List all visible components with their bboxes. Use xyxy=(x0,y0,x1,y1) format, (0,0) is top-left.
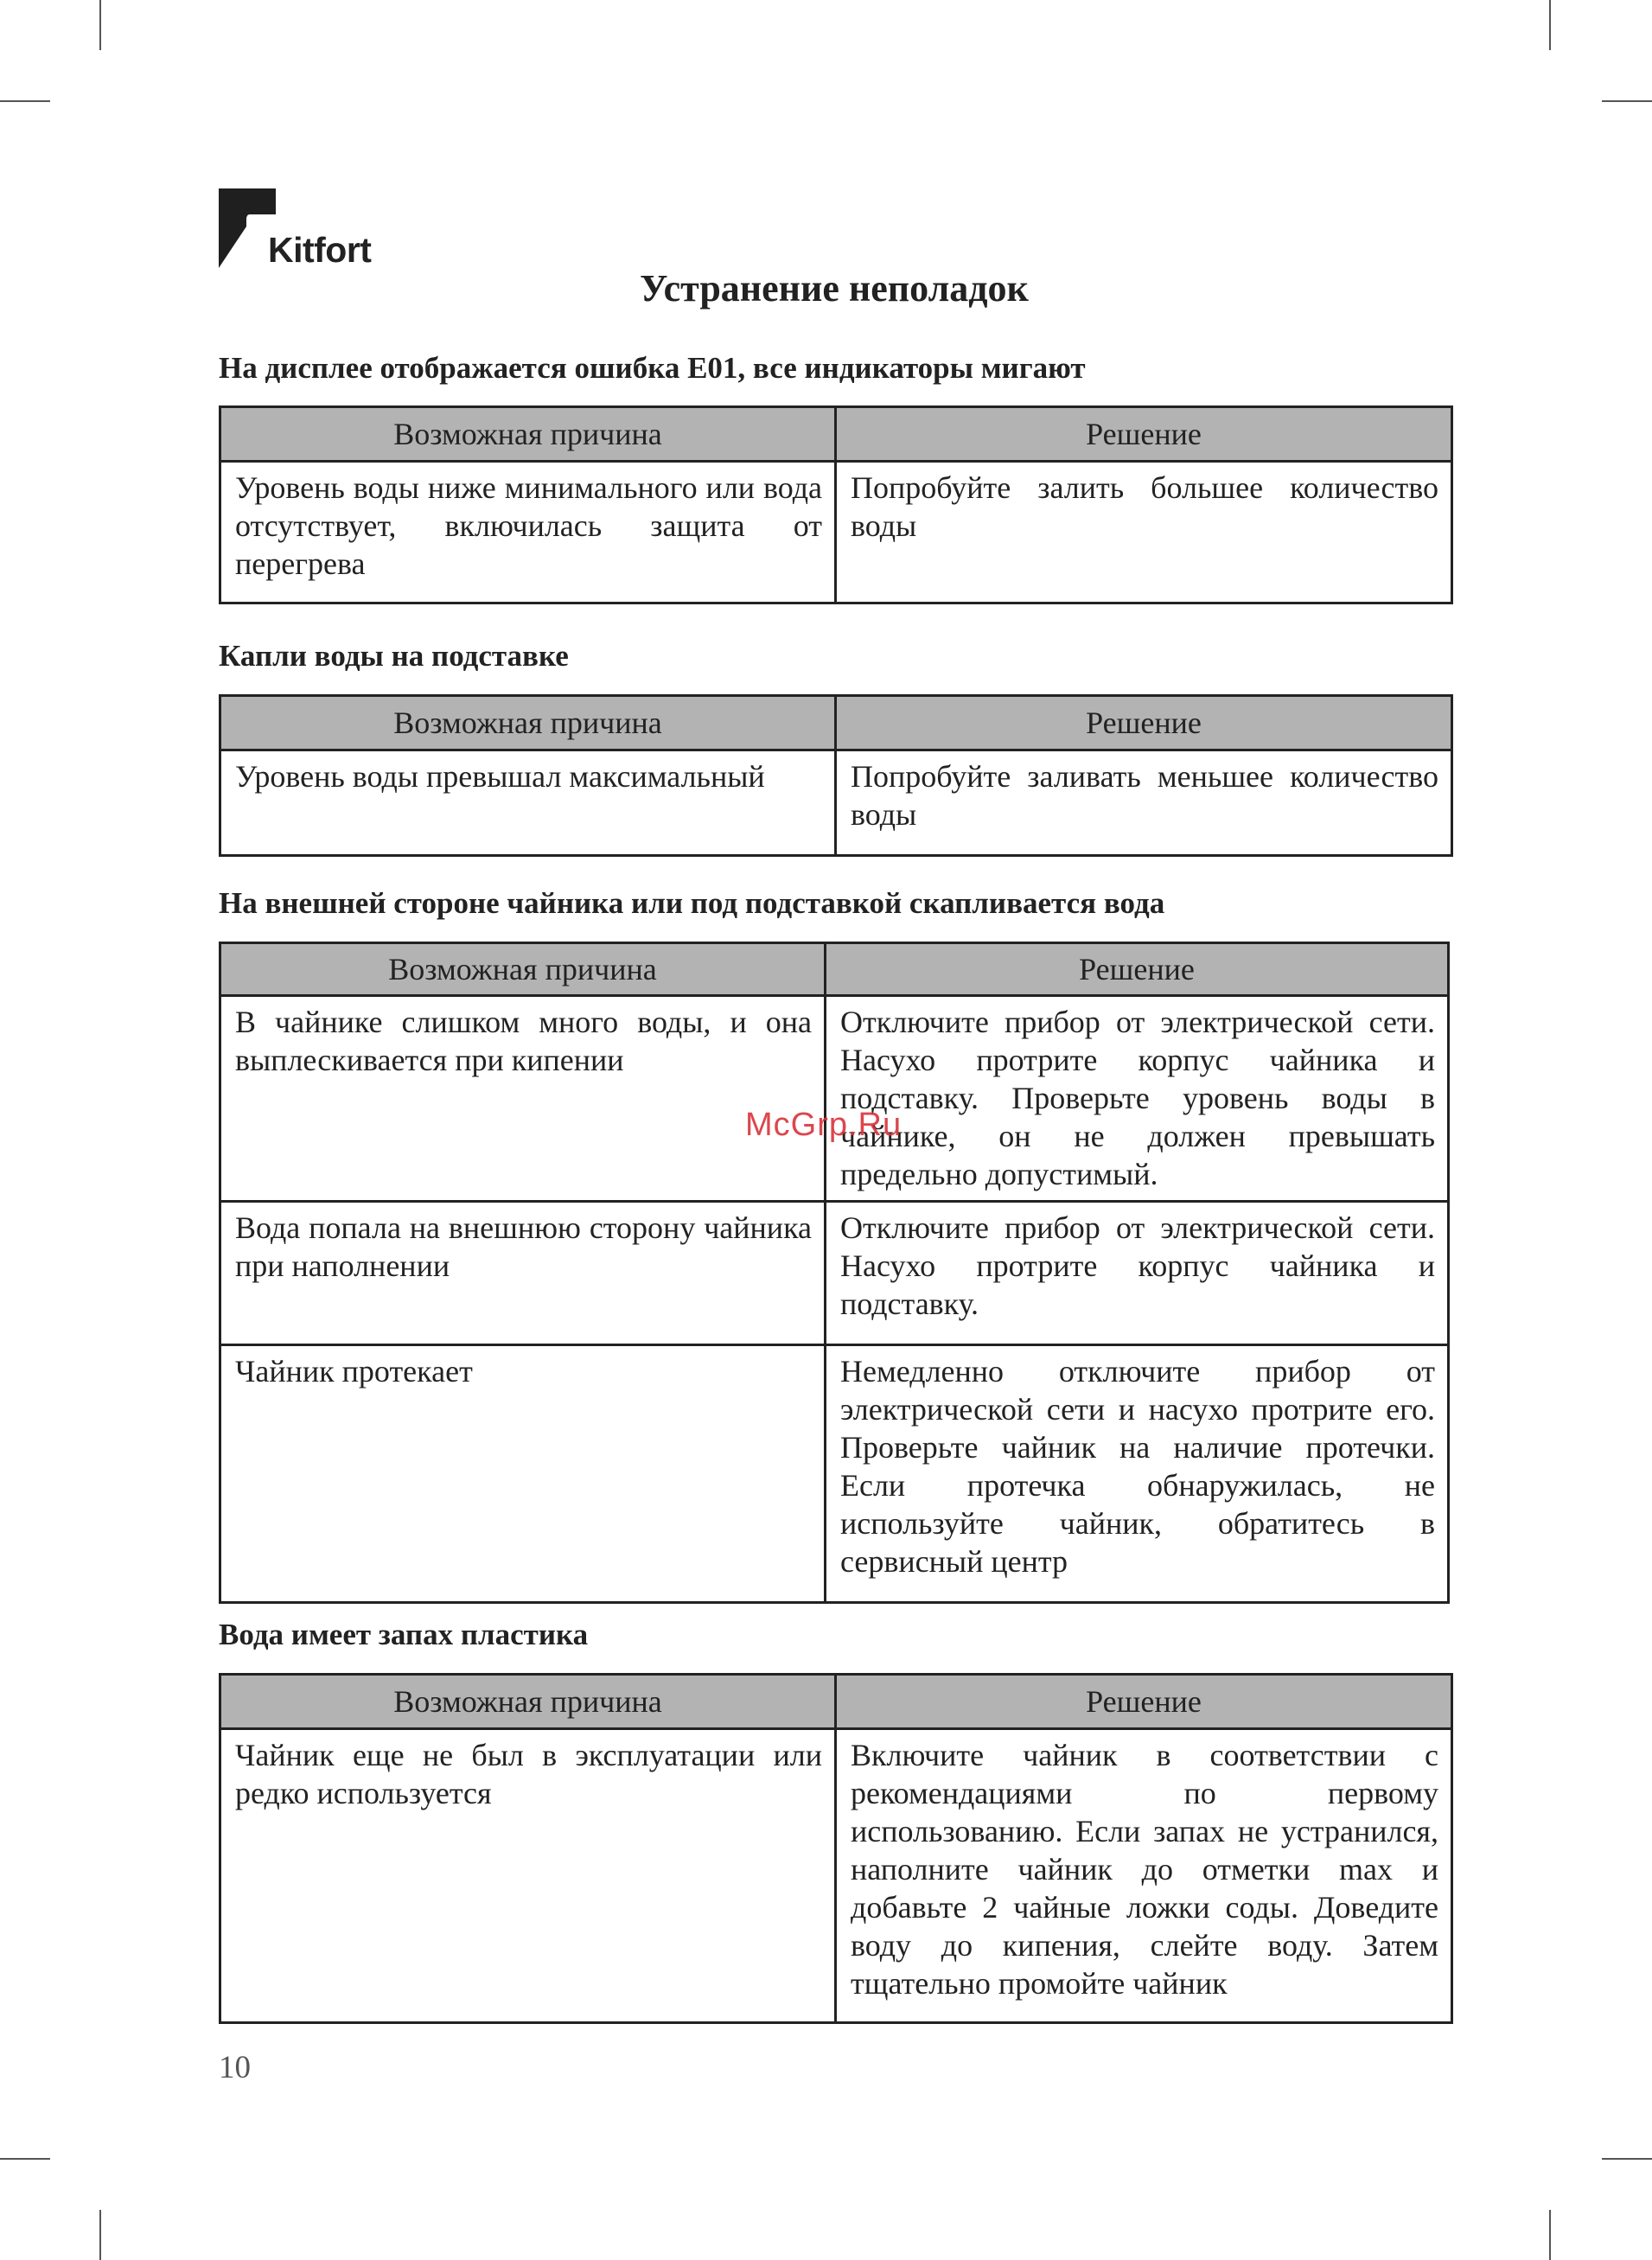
column-header-cause: Возможная причина xyxy=(220,407,836,462)
troubleshooting-table xyxy=(219,1673,1453,2024)
crop-mark xyxy=(1549,0,1551,50)
page-number: 10 xyxy=(219,2050,251,2085)
solution-cell: Отключите прибор от электрической сети. Насухо протрите корпус чайника и подставку. xyxy=(826,1202,1449,1345)
table-row xyxy=(220,462,1452,603)
column-header-solution: Решение xyxy=(826,943,1449,996)
column-header-cause: Возможная причина xyxy=(220,696,836,750)
troubleshooting-table xyxy=(219,942,1450,1604)
table-row xyxy=(220,996,1449,1202)
section-heading: На внешней стороне чайника или под подставкой скапливается вода xyxy=(219,886,1165,920)
crop-mark xyxy=(1602,2158,1652,2160)
crop-mark xyxy=(0,2158,50,2160)
cause-cell: Вода попала на внешнюю сторону чайника при наполнении xyxy=(220,1202,826,1345)
section-heading: Вода имеет запах пластика xyxy=(219,1618,589,1651)
crop-mark xyxy=(1549,2210,1551,2260)
cause-cell: Уровень воды превышал максимальный xyxy=(220,750,836,856)
crop-mark xyxy=(99,2210,101,2260)
cause-cell: В чайнике слишком много воды, и она выплескивается при кипении xyxy=(220,996,826,1202)
section-heading: Капли воды на подставке xyxy=(219,639,569,673)
troubleshooting-table xyxy=(219,694,1453,857)
crop-mark xyxy=(99,0,101,50)
section-heading: На дисплее отображается ошибка E01, все индикаторы мигают xyxy=(219,351,1086,385)
cause-cell: Уровень воды ниже минимального или вода отсутствует, включилась защита от перегрева xyxy=(220,462,836,603)
column-header-cause: Возможная причина xyxy=(220,943,826,996)
table-row xyxy=(220,1729,1452,2023)
page-title: Устранение неполадок xyxy=(640,267,1029,310)
column-header-solution: Решение xyxy=(836,696,1452,750)
brand-name: Kitfort xyxy=(268,230,372,270)
cause-cell: Чайник протекает xyxy=(220,1345,826,1603)
solution-cell: Попробуйте залить большее количество воды xyxy=(836,462,1452,603)
crop-mark xyxy=(1602,100,1652,102)
column-header-solution: Решение xyxy=(836,407,1452,462)
troubleshooting-table xyxy=(219,405,1453,604)
table-row xyxy=(220,1202,1449,1345)
solution-cell: Отключите прибор от электрической сети. Насухо протрите корпус чайника и подставку. Проверьте уровень воды в чайнике, он не должен превышать предельно допустимый. xyxy=(826,996,1449,1202)
solution-cell: Попробуйте заливать меньшее количество воды xyxy=(836,750,1452,856)
table-row xyxy=(220,750,1452,856)
column-header-solution: Решение xyxy=(836,1675,1452,1729)
solution-cell: Включите чайник в соответствии с рекомендациями по первому использованию. Если запах не устранился, наполните чайник до отметки max и добавьте 2 чайные ложки соды. Доведите воду до кипения, слейте воду. Затем тщательно промойте чайник xyxy=(836,1729,1452,2023)
column-header-cause: Возможная причина xyxy=(220,1675,836,1729)
solution-cell: Немедленно отключите прибор от электрической сети и насухо протрите его. Проверьте чайник на наличие протечки. Если протечка обнаружилась, не используйте чайник, обратитесь в сервисный центр xyxy=(826,1345,1449,1603)
crop-mark xyxy=(0,100,50,102)
cause-cell: Чайник еще не был в эксплуатации или редко используется xyxy=(220,1729,836,2023)
table-row xyxy=(220,1345,1449,1603)
watermark: McGrp.Ru xyxy=(745,1107,903,1143)
